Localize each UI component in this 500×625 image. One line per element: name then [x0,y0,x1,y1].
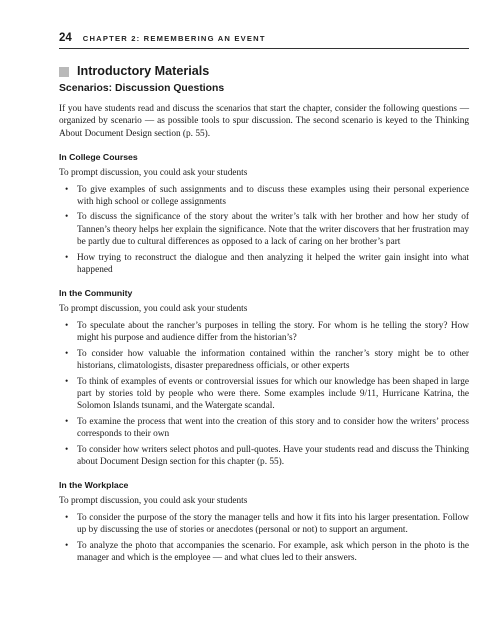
bullet-icon: • [65,416,69,427]
bullet-icon: • [65,348,69,359]
bullet-icon: • [65,444,69,455]
list-item-text: To speculate about the rancher’s purposes in telling the story. For whom is he telling the story? How might his purpose and audience differ from the historian’s? [77,320,469,344]
intro-paragraph: If you have students read and discuss the scenarios that start the chapter, consider the following questions — organized by scenario — as possible tools to spur discussion. The second scenario is keyed to the Thinking About Document Design section (p. 55). [59,104,469,139]
list-item-text: To discuss the significance of the story about the writer’s talk with her brother and how her study of Tannen’s theory helps her explain the significance. Note that the writer discovers that her frustration may be partly due to cultural differences as opposed to a lack of caring on her brother’s part [77,212,469,248]
list-item [59,376,469,413]
running-head [59,32,469,44]
list-item-text: To think of examples of events or controversial issues for which our knowledge has been shaped in large part by stories told by people who were there. Some examples include 9/11, Hurricane Katrina, the Solomon Islands tsunami, and the Watergate scandal. [77,376,469,412]
list-item [59,211,469,248]
bullet-icon: • [65,512,69,523]
bullet-icon: • [65,212,69,223]
bullet-icon: • [65,376,69,387]
list-item-text: How trying to reconstruct the dialogue and then analyzing it helped the writer gain insight into what happened [77,252,469,276]
list-item [59,416,469,441]
community-prompt: To prompt discussion, you could ask your students [59,304,248,315]
list-item [59,252,469,277]
list-item [59,320,469,345]
community-heading: In the Community [59,288,133,299]
college-bullet-list [59,184,469,277]
list-item [59,184,469,209]
list-item [59,444,469,469]
list-item [59,348,469,373]
bullet-icon: • [65,540,69,551]
workplace-prompt: To prompt discussion, you could ask your students [59,496,248,507]
workplace-heading: In the Workplace [59,480,129,491]
section-square-icon [59,67,69,77]
section-title-text: Introductory Materials [77,64,210,78]
list-item-text: To give examples of such assignments and to discuss these examples using their personal experience with high school or college assignments [77,184,469,208]
list-item-text: To consider how valuable the information contained within the rancher’s story might be to other historians, climatologists, disaster preparedness officials, or other experts [77,348,469,372]
bullet-icon: • [65,320,69,331]
page-number: 24 [59,32,72,44]
college-prompt: To prompt discussion, you could ask your students [59,168,248,179]
page-content [59,63,469,567]
list-item-text: To consider the purpose of the story the manager tells and how it fits into his larger presentation. Follow up by discussing the use of stories or anecdotes (personal or not) to support an argument. [77,512,469,536]
community-bullet-list [59,320,469,468]
list-item-text: To examine the process that went into the creation of this story and to consider how the writers’ process corresponds to their own [77,416,469,440]
list-item-text: To analyze the photo that accompanies the scenario. For example, ask which person in the photo is the manager and which is the employee — and what clues led to their answers. [77,540,469,563]
bullet-icon: • [65,252,69,263]
list-item-text: To consider how writers select photos and pull-quotes. Have your students read and discuss the Thinking about Document Design section for this chapter (p. 55). [77,444,469,467]
chapter-title: CHAPTER 2: REMEMBERING AN EVENT [82,34,266,43]
section-subtitle: Scenarios: Discussion Questions [59,83,225,94]
bullet-icon: • [65,184,69,195]
workplace-bullet-list [59,512,469,565]
list-item [59,512,469,537]
section-title [59,63,469,80]
college-heading: In College Courses [59,152,138,163]
header-rule [59,48,469,49]
list-item [59,540,469,565]
